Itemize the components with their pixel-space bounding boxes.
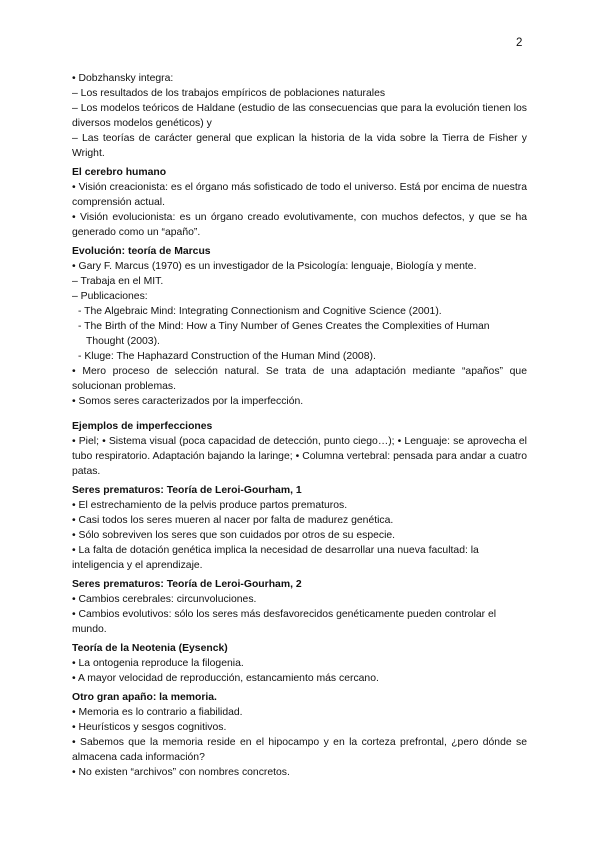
list-item: • Visión evolucionista: es un órgano creado evolutivamente, con muchos defectos, y que se ha generado como un “apaño”.: [72, 212, 527, 238]
publication-item: - Kluge: The Haphazard Construction of the Human Mind (2008).: [78, 351, 376, 362]
list-item: • Sabemos que la memoria reside en el hipocampo y en la corteza prefrontal, ¿pero dónde se almacena cada información?: [72, 737, 527, 763]
list-item: • A mayor velocidad de reproducción, estancamiento más cercano.: [72, 673, 379, 684]
page-number: 2: [516, 37, 523, 49]
section-heading-marcus: Evolución: teoría de Marcus: [72, 246, 211, 257]
list-item: • La falta de dotación genética implica la necesidad de desarrollar una nueva facultad: la inteligencia y el aprendizaje.: [72, 545, 479, 571]
section-heading-memoria: Otro gran apaño: la memoria.: [72, 692, 217, 703]
publication-item: - The Algebraic Mind: Integrating Connectionism and Cognitive Science (2001).: [78, 306, 442, 317]
list-item: • Cambios evolutivos: sólo los seres más desfavorecidos genéticamente pueden controlar el mundo.: [72, 609, 497, 635]
list-item: • El estrechamiento de la pelvis produce partos prematuros.: [72, 500, 348, 511]
list-item: • Cambios cerebrales: circunvoluciones.: [72, 594, 257, 605]
list-item: • Gary F. Marcus (1970) es un investigador de la Psicología: lenguaje, Biología y mente.: [72, 261, 477, 272]
list-item: • Visión creacionista: es el órgano más sofisticado de todo el universo. Está por encima de nuestra comprensión actual.: [72, 182, 527, 208]
list-item: – Publicaciones:: [72, 291, 148, 302]
section-heading-prematuros-2: Seres prematuros: Teoría de Leroi-Gourham, 2: [72, 579, 302, 590]
list-item: • Sólo sobreviven los seres que son cuidados por otros de su especie.: [72, 530, 396, 541]
list-item: • Heurísticos y sesgos cognitivos.: [72, 722, 227, 733]
document-body: [72, 71, 527, 780]
section-heading-imperfecciones: Ejemplos de imperfecciones: [72, 421, 213, 432]
intro-line: – Las teorías de carácter general que explican la historia de la vida sobre la Tierra de Fisher y Wright.: [72, 133, 527, 159]
section-heading-prematuros-1: Seres prematuros: Teoría de Leroi-Gourham, 1: [72, 485, 302, 496]
section-heading-cerebro: El cerebro humano: [72, 167, 167, 178]
list-item: • No existen “archivos” con nombres concretos.: [72, 767, 290, 778]
intro-line: • Dobzhansky integra:: [72, 73, 174, 84]
list-item: • La ontogenia reproduce la filogenia.: [72, 658, 244, 669]
list-item: • Casi todos los seres mueren al nacer por falta de madurez genética.: [72, 515, 394, 526]
list-item: • Somos seres caracterizados por la imperfección.: [72, 396, 304, 407]
section-heading-neotenia: Teoría de la Neotenia (Eysenck): [72, 643, 228, 654]
intro-line: – Los resultados de los trabajos empíricos de poblaciones naturales: [72, 88, 386, 99]
list-item: • Mero proceso de selección natural. Se trata de una adaptación mediante “apaños” que solucionan problemas.: [72, 366, 527, 392]
publication-item: - The Birth of the Mind: How a Tiny Number of Genes Creates the Complexities of Human Thought (2003).: [78, 321, 490, 347]
list-item: • Piel; • Sistema visual (poca capacidad de detección, punto ciego…); • Lenguaje: se aprovecha el tubo respiratorio. Adaptación bajando la laringe; • Columna vertebral: pensada para andar a cuatro patas.: [72, 436, 527, 477]
intro-line: – Los modelos teóricos de Haldane (estudio de las consecuencias que para la evolución tienen los diversos modelos genéticos) y: [72, 103, 527, 129]
list-item: • Memoria es lo contrario a fiabilidad.: [72, 707, 243, 718]
list-item: – Trabaja en el MIT.: [72, 276, 164, 287]
